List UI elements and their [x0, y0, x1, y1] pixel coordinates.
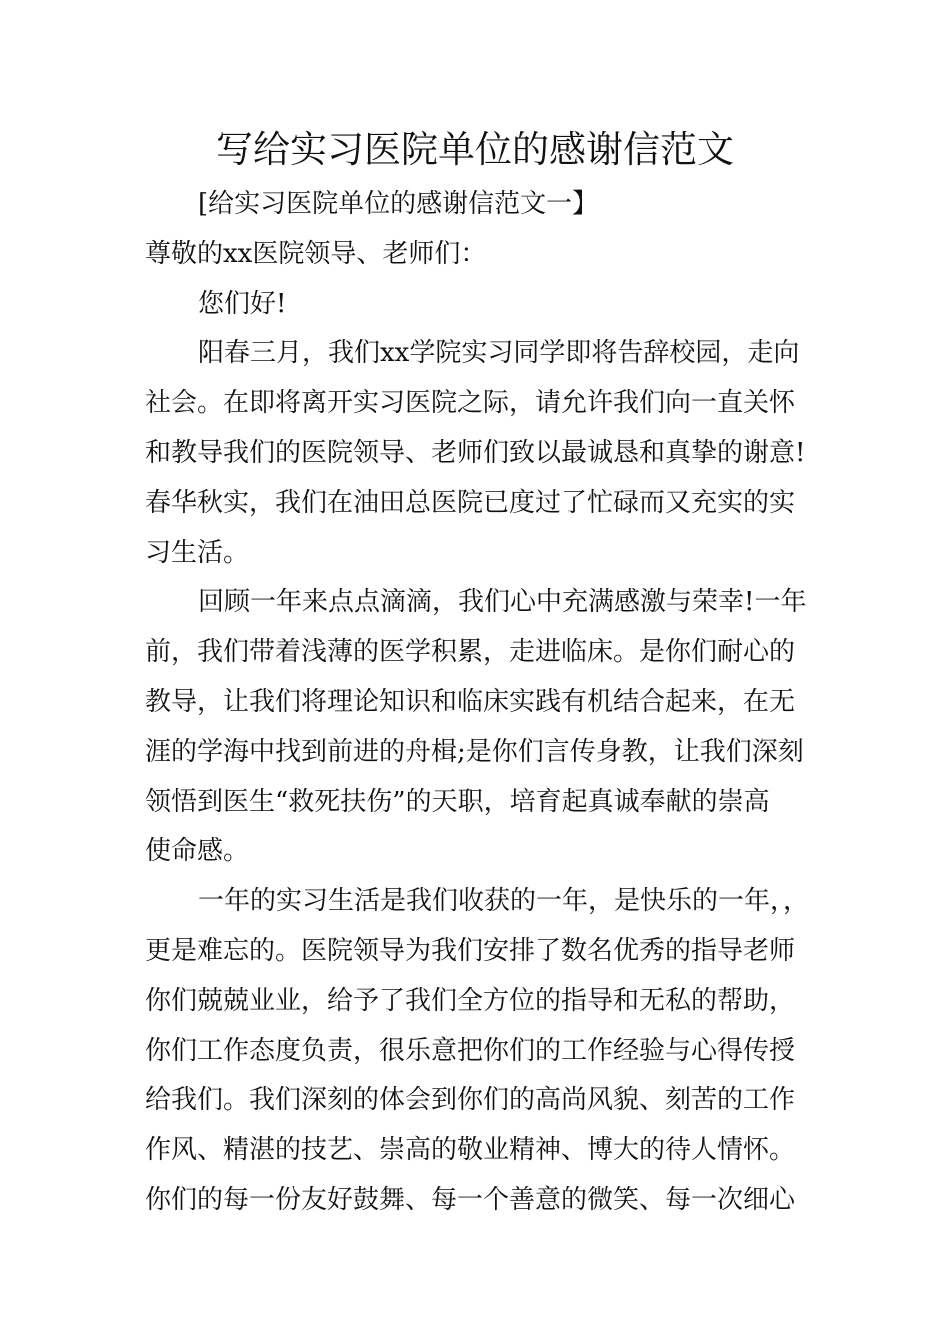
paragraph-line: 阳春三月，我们xx学院实习同学即将告辞校园，走向: [198, 338, 800, 369]
paragraph-line: 和教导我们的医院领导、老师们致以最诚恳和真挚的谢意!: [145, 437, 806, 468]
paragraph-3: [145, 877, 815, 1226]
greeting: 您们好!: [198, 288, 287, 319]
paragraph-line: 社会。在即将离开实习医院之际，请允许我们向一直关怀: [145, 388, 796, 419]
paragraph-line: 你们兢兢业业，给予了我们全方位的指导和无私的帮助，: [145, 985, 796, 1016]
paragraph-line: 你们工作态度负责，很乐意把你们的工作经验与心得传授: [145, 1035, 796, 1066]
paragraph-line: 春华秋实，我们在油田总医院已度过了忙碌而又充实的实: [145, 487, 796, 518]
document-title: 写给实习医院单位的感谢信范文: [216, 128, 734, 171]
paragraph-line: 回顾一年来点点滴滴，我们心中充满感激与荣幸!一年: [198, 587, 807, 618]
paragraph-1: [145, 329, 815, 578]
paragraph-line: 领悟到医生“救死扶伤”的天职，培育起真诚奉献的崇高: [145, 786, 770, 817]
paragraph-line: 教导，让我们将理论知识和临床实践有机结合起来，在无: [145, 686, 796, 717]
document-body: [145, 180, 815, 1226]
paragraph-line: 一年的实习生活是我们收获的一年，是快乐的一年，，: [198, 886, 810, 917]
paragraph-line: 习生活。: [145, 537, 250, 568]
salutation: 尊敬的xx医院领导、老师们：: [145, 238, 487, 269]
paragraph-line: 更是难忘的。医院领导为我们安排了数名优秀的指导老师: [145, 935, 796, 966]
paragraph-line: 你们的每一份友好鼓舞、每一个善意的微笑、每一次细心: [145, 1184, 796, 1215]
paragraph-line: 作风、精湛的技艺、崇高的敬业精神、博大的待人情怀。: [145, 1135, 796, 1166]
paragraph-line: 涯的学海中找到前进的舟楫;是你们言传身教，让我们深刻: [145, 736, 804, 767]
subtitle: [给实习医院单位的感谢信范文一】: [198, 189, 599, 219]
paragraph-line: 前，我们带着浅薄的医学积累，走进临床。是你们耐心的: [145, 637, 796, 668]
paragraph-2: [145, 578, 815, 877]
paragraph-line: 给我们。我们深刻的体会到你们的高尚风貌、刻苦的工作: [145, 1085, 796, 1116]
paragraph-line: 使命感。: [145, 836, 250, 867]
